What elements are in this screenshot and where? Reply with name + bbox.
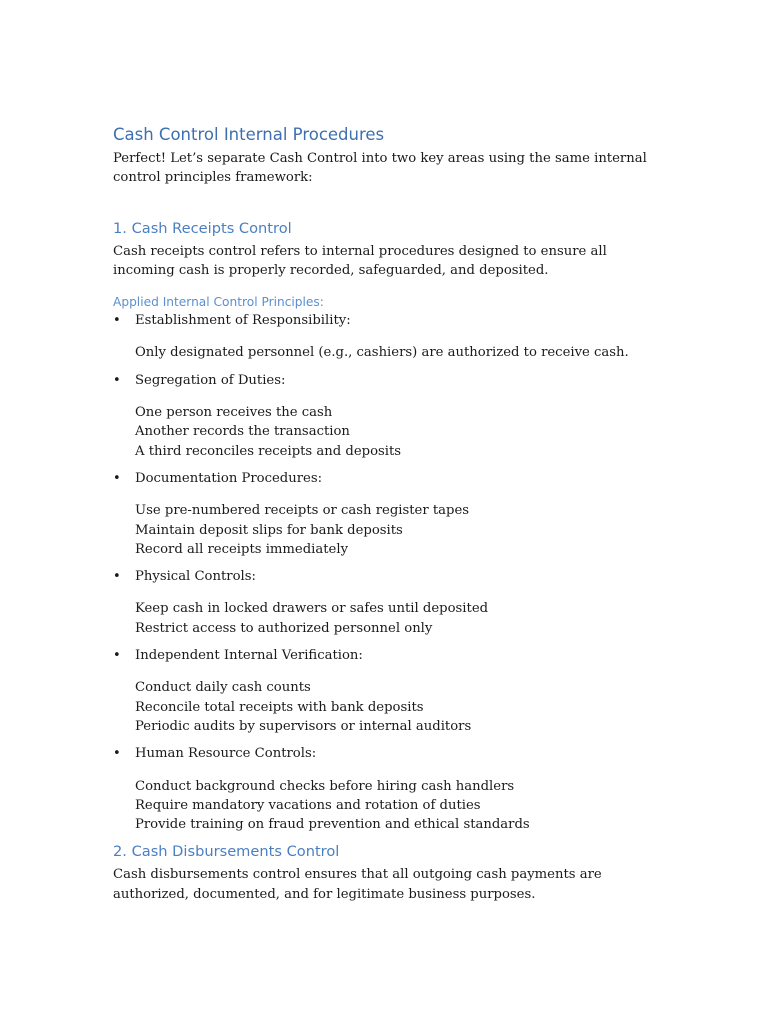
principle-item <box>113 744 653 834</box>
principle-label: Independent Internal Verification: <box>135 648 363 664</box>
principle-detail-line: Maintain deposit slips for bank deposits <box>135 522 403 538</box>
principle-label: Documentation Procedures: <box>135 470 323 486</box>
principles-subheading: Applied Internal Control Principles: <box>113 295 324 310</box>
principle-detail-line: Conduct background checks before hiring cash handlers <box>135 778 515 794</box>
principle-detail-line: Reconcile total receipts with bank deposits <box>135 699 424 715</box>
principle-label: Physical Controls: <box>135 569 256 585</box>
bullet-icon: • <box>113 648 121 664</box>
principle-item <box>113 567 653 638</box>
bullet-icon: • <box>113 569 121 585</box>
principle-details <box>135 403 653 461</box>
bullet-icon: • <box>113 746 121 762</box>
section-heading-cash-disbursements: 2. Cash Disbursements Control <box>113 843 340 861</box>
principle-details <box>135 343 653 362</box>
principle-item <box>113 646 653 736</box>
intro-paragraph: Perfect! Let’s separate Cash Control into two key areas using the same internal control principles framework: <box>113 151 647 186</box>
principle-detail-line: Record all receipts immediately <box>135 541 349 557</box>
document-body <box>113 124 653 904</box>
principle-detail-line: Restrict access to authorized personnel only <box>135 620 433 636</box>
principle-details <box>135 678 653 736</box>
principle-detail-line: A third reconciles receipts and deposits <box>135 443 402 459</box>
principle-detail-line: Conduct daily cash counts <box>135 680 311 696</box>
bullet-icon: • <box>113 372 121 388</box>
cash-receipts-paragraph: Cash receipts control refers to internal procedures designed to ensure all incoming cash is properly recorded, safeguarded, and deposited. <box>113 243 607 278</box>
principle-item <box>113 469 653 559</box>
bullet-icon: • <box>113 470 121 486</box>
principle-detail-line: Require mandatory vacations and rotation of duties <box>135 797 481 813</box>
principle-detail-line: Periodic audits by supervisors or internal auditors <box>135 718 472 734</box>
principle-detail-line: One person receives the cash <box>135 405 333 421</box>
principle-item <box>113 371 653 461</box>
principle-label: Human Resource Controls: <box>135 746 317 762</box>
principle-detail-line: Provide training on fraud prevention and ethical standards <box>135 817 530 833</box>
principle-detail-line: Another records the transaction <box>135 424 350 440</box>
cash-disbursements-paragraph: Cash disbursements control ensures that all outgoing cash payments are authorized, documented, and for legitimate business purposes. <box>113 867 602 902</box>
principle-detail-line: Use pre-numbered receipts or cash register tapes <box>135 503 470 519</box>
principle-details <box>135 599 653 638</box>
principle-details <box>135 501 653 559</box>
section-heading-cash-receipts: 1. Cash Receipts Control <box>113 219 292 237</box>
document-title: Cash Control Internal Procedures <box>113 125 385 144</box>
principle-detail-line: Only designated personnel (e.g., cashiers) are authorized to receive cash. <box>135 345 629 361</box>
principle-details <box>135 777 653 835</box>
principle-label: Segregation of Duties: <box>135 372 286 388</box>
bullet-icon: • <box>113 313 121 329</box>
principle-item <box>113 311 653 363</box>
principle-label: Establishment of Responsibility: <box>135 313 351 329</box>
principles-list <box>113 311 653 834</box>
principle-detail-line: Keep cash in locked drawers or safes until deposited <box>135 601 489 617</box>
